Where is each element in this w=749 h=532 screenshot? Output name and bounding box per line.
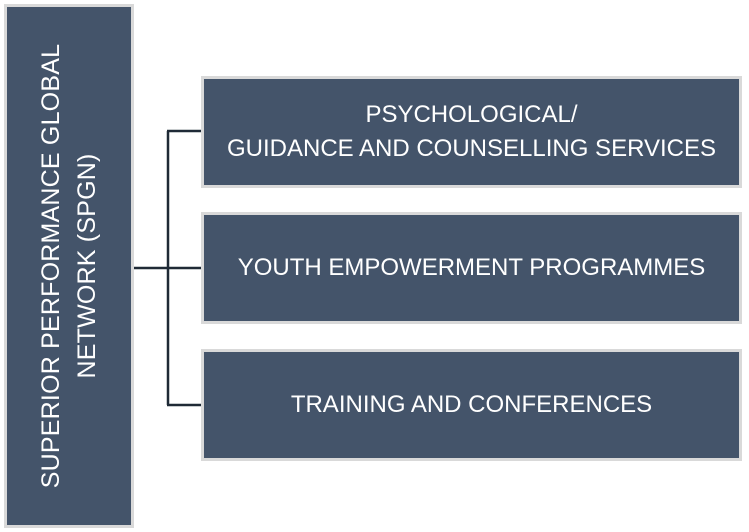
- child-node-label: [227, 98, 716, 166]
- root-node-box: [4, 4, 134, 528]
- root-label-line-1: SUPERIOR PERFORMANCE GLOBAL: [37, 43, 65, 489]
- child-node-training-conferences: [201, 349, 742, 461]
- child-node-psychological-guidance: [201, 76, 742, 188]
- child-2-line-1: YOUTH EMPOWERMENT PROGRAMMES: [237, 254, 706, 281]
- child-1-line-1: PSYCHOLOGICAL/: [365, 101, 578, 128]
- child-3-line-1: TRAINING AND CONFERENCES: [290, 391, 653, 418]
- root-label-line-2: NETWORK (SPGN): [73, 153, 101, 379]
- child-node-label: [291, 388, 652, 422]
- child-node-label: [238, 251, 706, 285]
- child-1-line-2: GUIDANCE AND COUNSELLING SERVICES: [226, 135, 716, 162]
- child-node-youth-empowerment: [201, 212, 742, 324]
- root-node-label: [33, 11, 105, 521]
